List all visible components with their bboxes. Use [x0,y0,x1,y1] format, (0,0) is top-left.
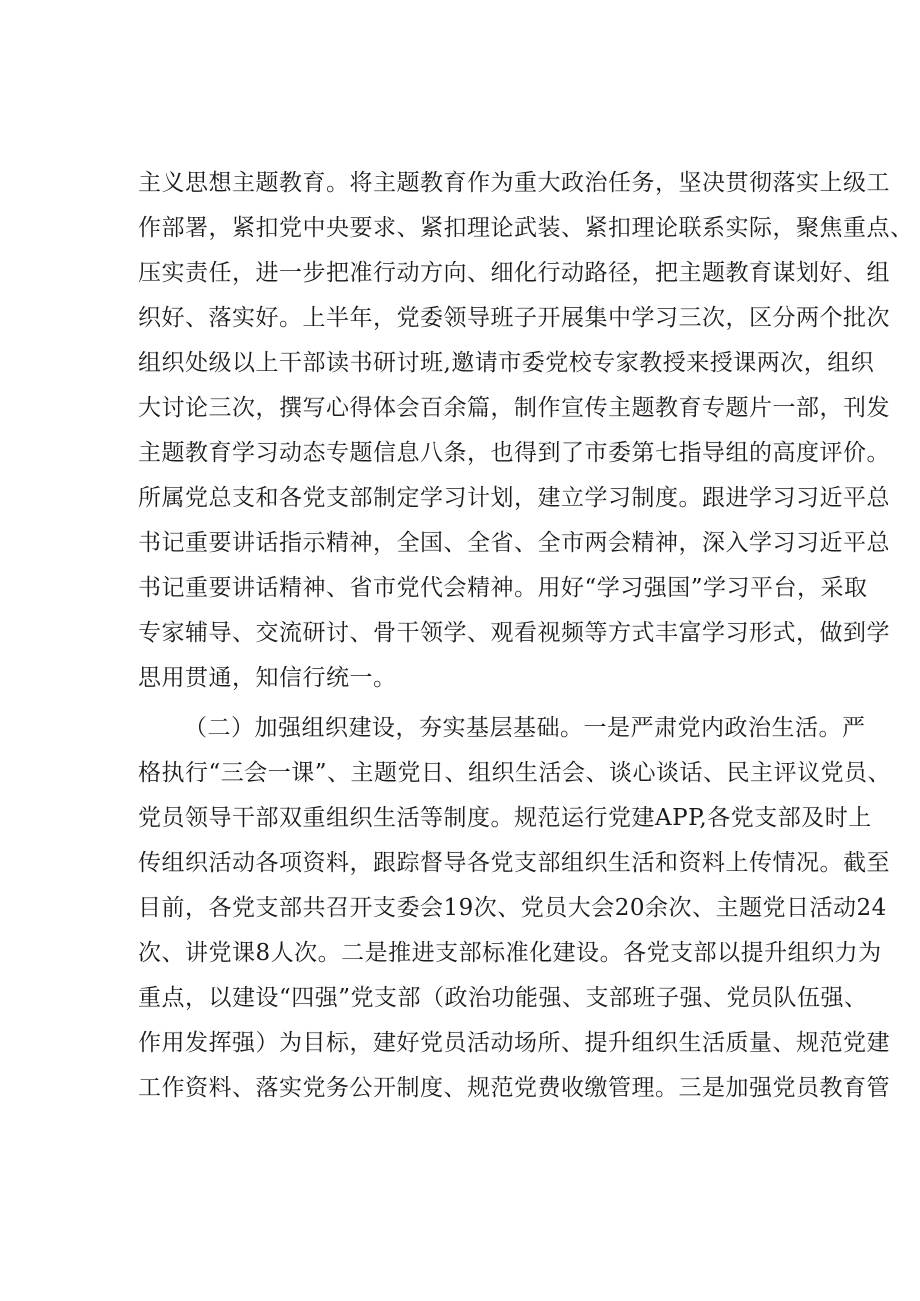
paragraph-line: 思用贯通，知信行统一。 [138,665,397,691]
paragraph-line: 专家辅导、交流研讨、骨干领学、观看视频等方式丰富学习形式，做到学 [138,620,890,646]
paragraph-line: 织好、落实好。上半年，党委领导班子开展集中学习三次，区分两个批次 [138,305,890,331]
paragraph-line: 传组织活动各项资料，跟踪督导各党支部组织生活和资料上传情况。截至 [138,850,890,876]
paragraph-line: 压实责任，进一步把准行动方向、细化行动路径，把主题教育谋划好、组 [138,260,890,286]
paragraph-line: 主题教育学习动态专题信息八条，也得到了市委第七指导组的高度评价。 [138,440,890,466]
paragraph-line: 党员领导干部双重组织生活等制度。规范运行党建APP,各党支部及时上 [138,805,872,831]
paragraph-line: 书记重要讲话精神、省市党代会精神。用好“学习强国”学习平台，采取 [138,575,868,601]
paragraph-line: 组织处级以上干部读书研讨班,邀请市委党校专家教授来授课两次，组织 [138,350,875,376]
paragraph-line: 书记重要讲话指示精神，全国、全省、全市两会精神，深入学习习近平总 [138,530,890,556]
section-heading-line: （二）加强组织建设，夯实基层基础。一是严肃党内政治生活。严 [184,715,866,741]
paragraph-line: 次、讲党课8人次。二是推进支部标准化建设。各党支部以提升组织力为 [138,940,882,966]
paragraph-line: 格执行“三会一课”、主题党日、组织生活会、谈心谈话、民主评议党员、 [138,760,892,786]
paragraph-line: 作部署，紧扣党中央要求、紧扣理论武装、紧扣理论联系实际，聚焦重点、 [138,215,914,241]
paragraph-line: 作用发挥强）为目标，建好党员活动场所、提升组织生活质量、规范党建 [138,1030,890,1056]
paragraph-line: 所属党总支和各党支部制定学习计划，建立学习制度。跟进学习习近平总 [138,485,890,511]
paragraph-line: 重点，以建设“四强”党支部（政治功能强、支部班子强、党员队伍强、 [138,985,868,1011]
paragraph-line: 大讨论三次，撰写心得体会百余篇，制作宣传主题教育专题片一部，刊发 [138,395,890,421]
paragraph-line: 目前，各党支部共召开支委会19次、党员大会20余次、主题党日活动24 [138,895,887,921]
paragraph-line: 工作资料、落实党务公开制度、规范党费收缴管理。三是加强党员教育管 [138,1075,890,1101]
paragraph-line: 主义思想主题教育。将主题教育作为重大政治任务，坚决贯彻落实上级工 [138,170,890,196]
